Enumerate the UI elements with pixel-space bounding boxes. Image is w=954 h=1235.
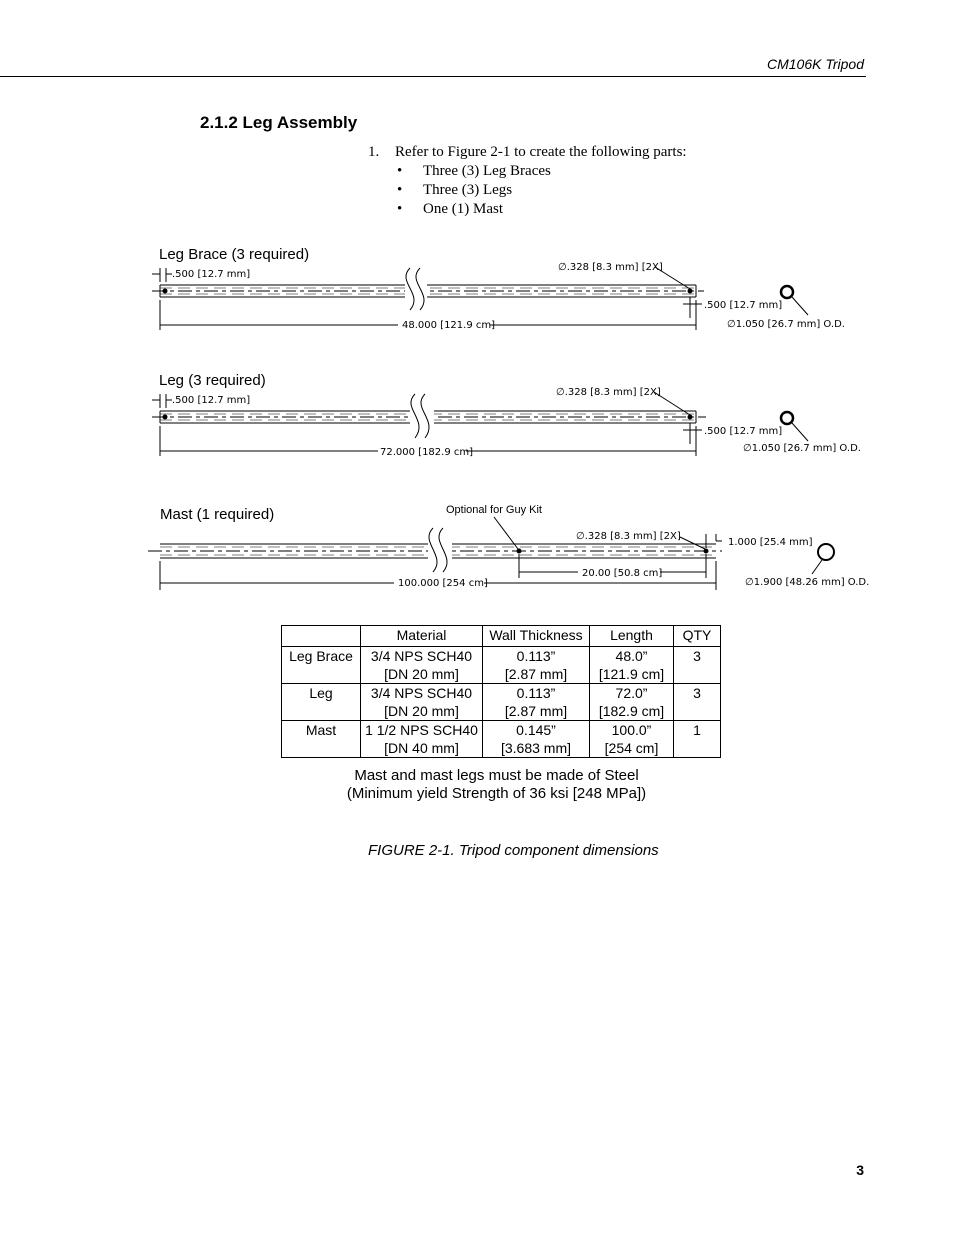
table-cell (590, 647, 674, 684)
list-item: • Three (3) Legs (395, 181, 687, 200)
table-header-cell: Length (590, 626, 674, 647)
table-cell (483, 721, 590, 758)
table-cell (483, 647, 590, 684)
mast-length-dim: 100.000 [254 cm] (398, 578, 488, 589)
leg-drawing (152, 392, 808, 456)
table-header-cell: Material (361, 626, 483, 647)
table-header-cell: Wall Thickness (483, 626, 590, 647)
cell-line: 0.113” (516, 648, 556, 664)
cell-line: [121.9 cm] (598, 666, 665, 682)
component-spec-table (281, 625, 721, 758)
leg-hole-dim: ∅.328 [8.3 mm] [2X] (556, 387, 661, 398)
cell-line: 3/4 NPS SCH40 (370, 685, 473, 701)
table-cell (483, 684, 590, 721)
leg-brace-right-dim: .500 [12.7 mm] (704, 300, 783, 311)
table-cell (590, 721, 674, 758)
leg-brace-od-dim: ∅1.050 [26.7 mm] O.D. (727, 319, 845, 330)
table-cell: 3 (674, 684, 721, 721)
table-header-cell: QTY (674, 626, 721, 647)
leg-brace-label: Leg Brace (3 required) (159, 246, 310, 263)
step-text: Refer to Figure 2-1 to create the following parts: (395, 144, 687, 160)
list-item: • Three (3) Leg Braces (395, 162, 687, 181)
table-cell (361, 721, 483, 758)
list-item: • One (1) Mast (395, 200, 687, 219)
page-number: 3 (856, 1162, 864, 1178)
table-cell (590, 684, 674, 721)
cell-line: 72.0” (615, 685, 648, 701)
material-note-line: Mast and mast legs must be made of Steel (354, 767, 639, 784)
mast-hole-dim: ∅.328 [8.3 mm] [2X] (576, 531, 681, 542)
cell-line: [2.87 mm] (504, 703, 568, 719)
cell-line: [182.9 cm] (598, 703, 665, 719)
cell-line: 100.0” (611, 722, 652, 738)
cell-line: 1 1/2 NPS SCH40 (365, 722, 478, 738)
mast-spacing-dim: 20.00 [50.8 cm] (582, 568, 663, 579)
cell-line: 48.0” (615, 648, 648, 664)
cell-line: [3.683 mm] (500, 740, 572, 756)
leg-od-dim: ∅1.050 [26.7 mm] O.D. (743, 443, 861, 454)
mast-guy-note: Optional for Guy Kit (446, 504, 542, 516)
cell-line: 0.113” (516, 685, 556, 701)
figure-caption: FIGURE 2-1. Tripod component dimensions (368, 842, 659, 859)
mast-drawing (148, 517, 834, 590)
table-header-row (282, 626, 721, 647)
mast-od-dim: ∅1.900 [48.26 mm] O.D. (745, 577, 870, 588)
material-note-line: (Minimum yield Strength of 36 ksi [248 MPa]) (346, 785, 647, 802)
cell-line: 0.145” (516, 722, 556, 738)
cell-line: [DN 20 mm] (384, 666, 459, 682)
leg-end-dim: .500 [12.7 mm] (172, 395, 251, 406)
mast-right-dim: 1.000 [25.4 mm] (728, 537, 813, 548)
leg-brace-length-dim: 48.000 [121.9 cm] (402, 320, 496, 331)
leg-label: Leg (3 required) (159, 372, 266, 389)
table-cell: 3 (674, 647, 721, 684)
cell-line: [DN 20 mm] (384, 703, 459, 719)
leg-length-dim: 72.000 [182.9 cm] (380, 447, 474, 458)
cell-line: [2.87 mm] (504, 666, 568, 682)
table-row (282, 721, 721, 758)
cell-line: 3/4 NPS SCH40 (370, 648, 473, 664)
table-cell (361, 684, 483, 721)
table-cell (361, 647, 483, 684)
cell-line: [254 cm] (604, 740, 659, 756)
section-heading: 2.1.2 Leg Assembly (200, 113, 358, 132)
leg-brace-end-dim: .500 [12.7 mm] (172, 269, 251, 280)
table-cell: Leg Brace (282, 647, 361, 684)
table-row (282, 647, 721, 684)
cell-line: [DN 40 mm] (384, 740, 459, 756)
table-row (282, 684, 721, 721)
material-note (300, 767, 693, 803)
leg-right-dim: .500 [12.7 mm] (704, 426, 783, 437)
leg-brace-hole-dim: ∅.328 [8.3 mm] [2X] (558, 262, 663, 273)
running-header: CM106K Tripod (766, 56, 864, 72)
step-number: 1. (368, 144, 380, 160)
table-header-cell (282, 626, 361, 647)
table-cell: Leg (282, 684, 361, 721)
table-cell: 1 (674, 721, 721, 758)
table-cell: Mast (282, 721, 361, 758)
mast-label: Mast (1 required) (160, 506, 275, 523)
